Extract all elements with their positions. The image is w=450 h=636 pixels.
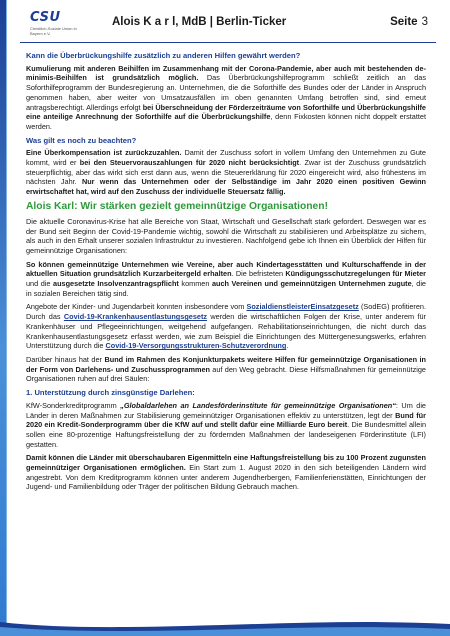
- text: Darüber hinaus hat der: [26, 354, 105, 364]
- text: . Zwar ist der Zuschuss grundsätzlich steuerpflichtig, aber das wirkt sich erst dann aus, wenn die Steuererklärung für 2020 eingereicht wird, also frühestens im nächsten Jahr.: [26, 158, 426, 187]
- text: auf den Weg gebracht. Diese Hilfsmaßnahmen für gemeinnützige Organisationen ruhen auf drei Säulen:: [26, 364, 426, 384]
- page-header: [14, 8, 442, 42]
- page-label: Seite: [390, 16, 418, 28]
- subsection-title-1: 1. Unterstützung durch zinsgünstige Darlehen:: [26, 388, 195, 398]
- text: . Die befristeten: [231, 269, 286, 279]
- text: kommen: [178, 279, 212, 289]
- section-paragraph-1: Die aktuelle Coronavirus-Krise hat alle Bereiche von Staat, Wirtschaft und Gesellschaft stark gefordert. Deswegen war es der Bund seit Beginn der Covid-19-Pandemie wichtig, sowohl die Wirtschaft zu stabilisieren und Arbeitsplätze zu sichern, als auch in den Erhalt unserer sozialen Infrastruktur zu investieren. Nachfolgend gebe ich Ihnen ein Überblick der Hilfen für gemeinnützige Organisationen:: [26, 216, 426, 255]
- header-divider: [20, 42, 436, 43]
- text-italic: „Globaldarlehen an Landesförderinstitute für gemeinnützige Organisationen“: [120, 400, 396, 410]
- text-bold: Kumulierung mit anderen Beihilfen im Zusammenhang mit der Corona-Pandemie, aber auch mit bestehenden de-minimis-Beihilfen ist grundsätzlich möglich.: [26, 63, 426, 83]
- page-number: 3: [421, 16, 428, 28]
- question-heading-2: Was gilt es noch zu beachten?: [26, 135, 137, 145]
- text-bold: So können gemeinnützige Unternehmen wie Vereine, aber auch Kindertagesstätten und Kulturschaffende in der aktuellen Situation grundsätzlich Kurzarbeitergeld erhalten: [26, 259, 426, 279]
- page-indicator: [390, 16, 428, 28]
- text-bold: Bund für 2020 ein Kredit-Sonderprogramm über die KfW auf und stellt dafür eine Milliarde Euro bereit: [26, 410, 426, 430]
- answer-paragraph-2: [26, 148, 426, 197]
- text-bold: Kündigungsschutzregelungen für Mieter: [285, 269, 426, 279]
- text: (SodEG) profitieren. Durch das: [26, 302, 426, 322]
- question-heading-1: Kann die Überbrückungshilfe zusätzlich zu anderen Hilfen gewährt werden?: [26, 51, 301, 60]
- text: Das Überbrückungshilfeprogramm schließt zeitlich an das Soforthilfeprogramm der Bundesregierung an. Unternehmen, die die Soforthilfe des Bundes oder der Länder in Anspruch genommen haben, aber weiter von Umsatzausfällen im oben genannten Umfang betroffen sind, sind erneut antragsberechtigt. Allerdings erfolgt: [26, 73, 426, 112]
- text-bold: Nur wenn das Unternehmen oder der Selbständige im Jahr 2020 einen positiven Gewinn erwirtschaftet hat, wird auf den Zuschuss der individuelle Steuersatz fällig.: [26, 177, 426, 197]
- main-content: [26, 51, 426, 496]
- text-bold: Eine Überkompensation ist zurückzuzahlen.: [26, 148, 182, 158]
- text: , die in sozialen Bereichen tätig sind.: [26, 279, 426, 298]
- text-bold: Damit können die Länder mit überschaubaren Eigenmitteln eine Haftungsfreistellung bis zu 100 Prozent zugunsten gemeinnütziger Organisationen ermöglichen.: [26, 453, 426, 473]
- section-paragraph-4: [26, 355, 426, 384]
- bottom-swoosh-decoration: [0, 614, 450, 636]
- logo-text: CSU: [30, 10, 61, 25]
- csu-logo: [30, 10, 86, 38]
- link-krankenhausentlastungsgesetz[interactable]: Covid-19-Krankenhausentlastungsgesetz: [63, 312, 208, 322]
- logo-subtitle: Christlich-Soziale Union in Bayern e.V.: [30, 26, 77, 36]
- subsection-paragraph-1: [26, 401, 426, 450]
- text: Ein Start zum 1. August 2020 in den sich beteiligenden Ländern wird angestrebt. Von dem Kreditprogramm können unter anderem Jugendherbergen, Familienferienstätten, Einrichtungen der Jugend- und Familienbildung oder Träger der politischen Bildung Gebrauch machen.: [26, 463, 426, 492]
- text: Damit der Zuschuss sofort in vollem Umfang den Unternehmen zu Gute kommt, wird er: [26, 148, 426, 168]
- header-title: Alois K a r l, MdB | Berlin-Ticker: [112, 16, 287, 28]
- text-bold: bei Überschneidung der Förderzeiträume von Soforthilfe und Überbrückungshilfe eine anteilige Anrechnung der Soforthilfe auf die Überbrückungshilfe: [26, 102, 426, 122]
- text: : Um die Länder in deren Maßnahmen zur Stabilisierung gemeinnütziger Organisationen effektiv zu unterstützen, legt der: [26, 400, 426, 420]
- text-bold: Bund im Rahmen des Konjunkturpakets weitere Hilfen für gemeinnützige Organisationen in der Form von Darlehens- und Zuschussprogrammen: [26, 354, 426, 374]
- text: . Die Bundesmittel allein sollen eine 80-prozentige Haftungsfreistellung der zu fördernden Maßnahmen der landeseigenen Förderinstitute (LFI) gestatten.: [26, 420, 427, 449]
- text: , denn Fixkosten können nicht doppelt erstattet werden.: [26, 112, 426, 131]
- text: .: [286, 341, 289, 351]
- text-bold: auch Vereinen und gemeinnützigen Unternehmen zugute: [211, 279, 412, 289]
- text-bold: ausgesetzte Insolvenzantragspflicht: [53, 279, 179, 289]
- section-paragraph-3: [26, 302, 426, 351]
- link-sodeg[interactable]: SozialdienstleisterEinsatzgesetz: [246, 302, 359, 312]
- section-paragraph-2: [26, 260, 426, 299]
- left-edge-stripe: [6, 0, 13, 636]
- text: und die: [26, 279, 54, 289]
- text: Angebote der Kinder- und Jugendarbeit konnten insbesondere vom: [26, 302, 247, 312]
- link-versorgungsstrukturen-schutzverordnung[interactable]: Covid-19-Versorgungsstrukturen-Schutzverordnung: [105, 341, 287, 351]
- text: werden die wirtschaftlichen Folgen der Krise, unter anderem für Krankenhäuser und Pflegeeinrichtungen, weitgehend aufgefangen. Rehabilitationseinrichtungen, die nicht durch das Krankenhausentlastungsgesetz erfasst werden, wie zum Beispiel die Einrichtungen des Müttergenesungswerks, erfahren Unterstützung durch die: [26, 312, 426, 351]
- subsection-paragraph-2: [26, 453, 426, 492]
- answer-paragraph-1: [26, 64, 426, 132]
- text: KfW-Sonderkreditprogramm: [26, 400, 121, 410]
- text-bold: bei den Steuervorauszahlungen für 2020 nicht berücksichtigt: [79, 158, 300, 168]
- section-title: Alois Karl: Wir stärken gezielt gemeinnützige Organisationen!: [26, 200, 329, 212]
